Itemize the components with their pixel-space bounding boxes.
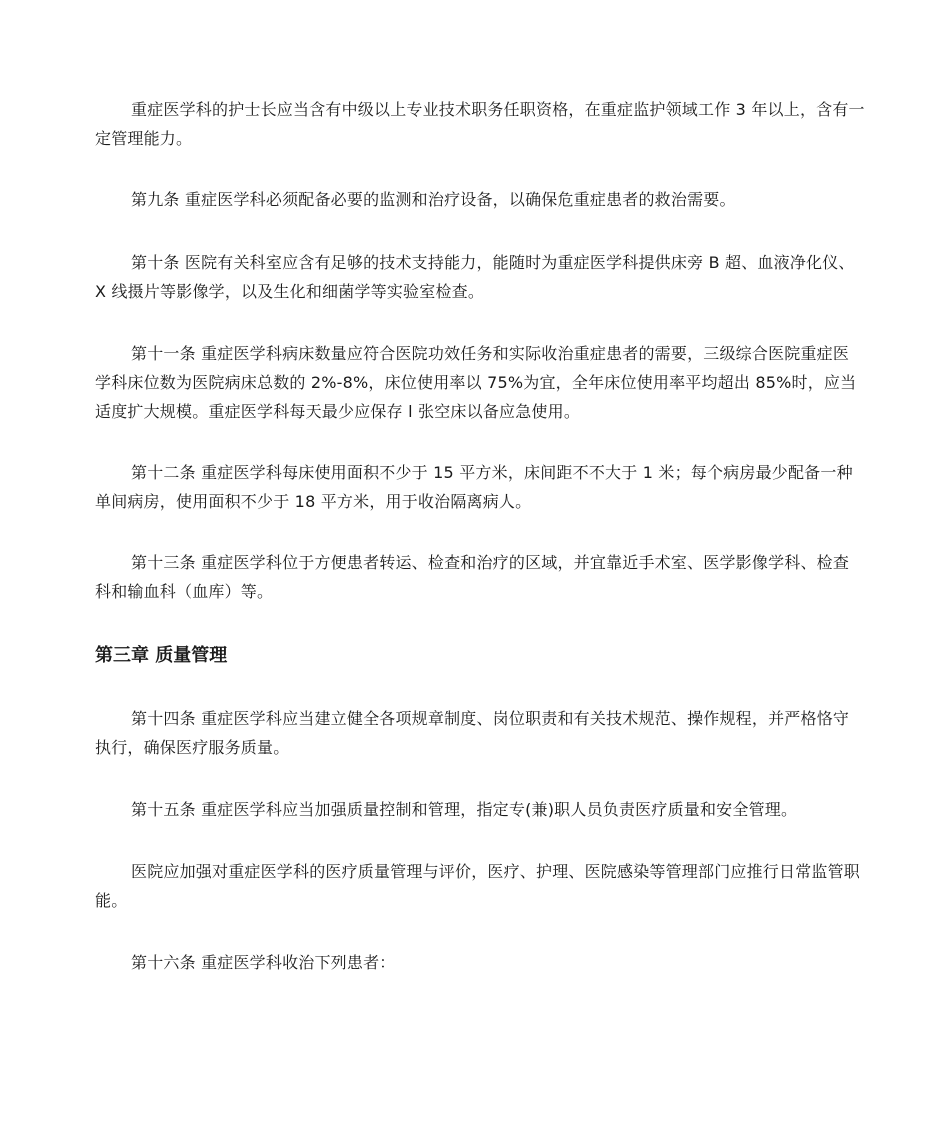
paragraph-article-16: 第十六条 重症医学科收治下列患者： — [131, 953, 396, 972]
paragraph-quality-evaluation: 医院应加强对重症医学科的医疗质量管理与评价，医疗、护理、医院感染等管理部门应推行日常监管职能。 — [95, 862, 861, 910]
paragraph-article-10: 第十条 医院有关科室应含有足够的技术支持能力，能随时为重症医学科提供床旁 B 超、血液净化仪、X 线摄片等影像学，以及生化和细菌学等实验室检查。 — [95, 253, 855, 301]
paragraph-article-11: 第十一条 重症医学科病床数量应符合医院功效任务和实际收治重症患者的需要，三级综合医院重症医学科床位数为医院病床总数的 2%-8%，床位使用率以 75%为宜，全年床位使用率平均超出 85%时，应当适度扩大规模。重症医学科每天最少应保存 l 张空床以备应急使用。 — [95, 344, 857, 421]
paragraph-head-nurse-qualification: 重症医学科的护士长应当含有中级以上专业技术职务任职资格，在重症监护领域工作 3 年以上，含有一定管理能力。 — [95, 100, 865, 148]
paragraph-article-12: 第十二条 重症医学科每床使用面积不少于 15 平方米，床间距不不大于 1 米；每个病房最少配备一种单间病房，使用面积不少于 18 平方米，用于收治隔离病人。 — [95, 463, 853, 511]
paragraph-article-15: 第十五条 重症医学科应当加强质量控制和管理，指定专(兼)职人员负责医疗质量和安全管理。 — [131, 800, 798, 819]
paragraph-article-9: 第九条 重症医学科必须配备必要的监测和治疗设备，以确保危重症患者的救治需要。 — [131, 190, 736, 209]
paragraph-article-14: 第十四条 重症医学科应当建立健全各项规章制度、岗位职责和有关技术规范、操作规程，并严格恪守执行，确保医疗服务质量。 — [95, 709, 850, 757]
chapter-heading: 第三章 质量管理 — [95, 645, 228, 666]
paragraph-article-13: 第十三条 重症医学科位于方便患者转运、检查和治疗的区域，并宜靠近手术室、医学影像学科、检查科和输血科（血库）等。 — [95, 553, 850, 601]
